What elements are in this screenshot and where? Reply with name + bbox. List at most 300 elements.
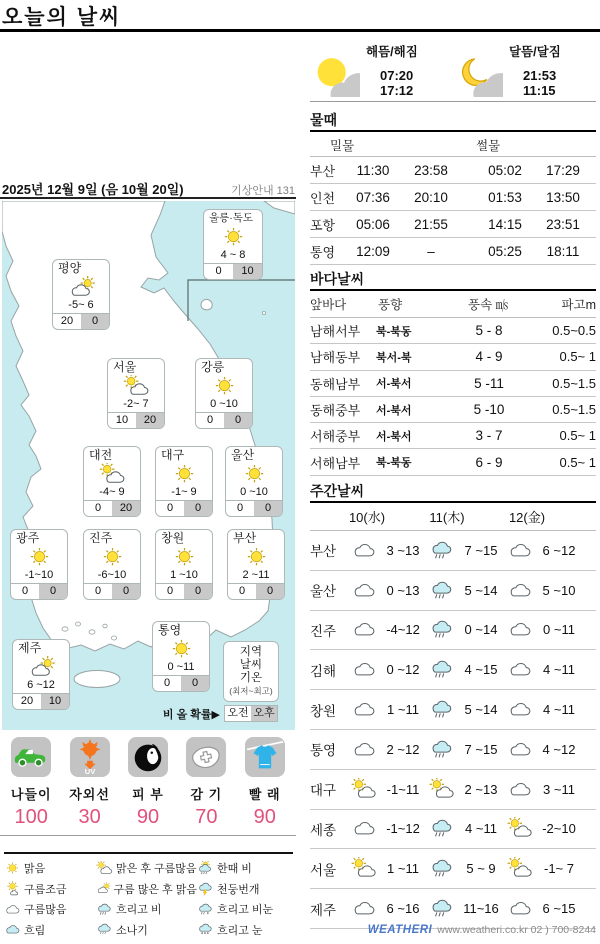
weekly-row	[310, 849, 596, 889]
weekly-city: 김해	[310, 663, 337, 679]
city-rain-prob	[53, 313, 109, 329]
sun-icon	[243, 546, 270, 569]
life-divider	[0, 835, 296, 836]
city-name: 제주	[18, 641, 42, 655]
moonrise-time: 21:53	[523, 67, 557, 83]
city-weather-icon	[226, 462, 282, 486]
wave-height: 0.5~ 1	[559, 428, 596, 444]
wave-height-header: 파고m	[561, 298, 596, 312]
tide-row	[310, 238, 596, 265]
cloud-icon	[351, 738, 377, 761]
weekly-day-icon	[350, 817, 378, 840]
city-rain-prob	[13, 693, 69, 709]
legend-item	[96, 899, 197, 920]
rain-prob-pm: 0	[256, 584, 284, 599]
weekly-day-temp: 6 ~16	[386, 901, 420, 917]
city-name: 광주	[16, 531, 40, 545]
weekly-day-icon	[506, 698, 534, 721]
sun-icon	[171, 546, 198, 569]
weekly-day-temp: 5 ~14	[464, 702, 498, 718]
title-divider	[0, 29, 600, 32]
weekly-day-temp: 2 ~13	[464, 781, 498, 797]
moonrise-moonset-label: 달뜸/달짐	[509, 45, 561, 59]
uv-tile	[70, 737, 110, 777]
legend-item	[96, 858, 197, 879]
sun-cloud-icon	[351, 857, 377, 880]
city-temp-range: 6 ~12	[27, 679, 55, 691]
wave-height: 0.5~0.5	[552, 323, 596, 339]
cloud-icon	[351, 817, 377, 840]
sea-weather-row	[310, 449, 596, 475]
city-name: 대전	[89, 448, 113, 462]
shirt-tile	[245, 737, 285, 777]
city-weather-icon	[13, 655, 69, 679]
weekly-day-temp: 4 ~15	[464, 662, 498, 678]
wind-speed: 4 - 9	[475, 349, 503, 365]
weekly-day-icon	[506, 658, 534, 681]
cloud-sun-icon	[68, 276, 95, 299]
map-city-box-gangneung	[195, 358, 253, 429]
city-name: 진주	[89, 531, 113, 545]
city-rain-prob	[108, 412, 164, 428]
svg-text:UV: UV	[84, 767, 95, 776]
legend-label: 천둥번개	[217, 883, 260, 896]
weekly-day-icon	[506, 738, 534, 761]
rain-prob-am: 0	[215, 265, 222, 277]
low-tide-1: 01:53	[488, 189, 522, 205]
sunrise-sunset	[310, 42, 453, 102]
sun-icon	[168, 638, 195, 661]
cloud-blue-icon	[4, 922, 21, 937]
map-key-box	[223, 641, 279, 702]
city-name: 통영	[158, 623, 182, 637]
high-tide-2: 21:55	[414, 216, 448, 232]
weekly-day-icon	[350, 658, 378, 681]
sea-area: 동해남부	[310, 376, 361, 392]
city-temp-range: -1~10	[24, 569, 54, 581]
weekly-day-icon	[428, 579, 456, 602]
weekly-day-temp: 0 ~14	[464, 622, 498, 638]
weatheri-logo: WEATHERI	[367, 924, 433, 936]
tide-title-rule	[310, 130, 596, 132]
city-weather-icon	[84, 545, 140, 569]
mask-tile	[186, 737, 226, 777]
life-index-label: 나들이	[10, 787, 52, 802]
weekly-city: 제주	[310, 902, 337, 918]
wave-height: 0.5~1.5	[552, 402, 596, 418]
car-icon	[12, 738, 50, 776]
legend-item	[197, 879, 296, 900]
cloud-icon	[507, 698, 533, 721]
high-tide-1: 12:09	[356, 243, 390, 259]
cloud-icon	[351, 539, 377, 562]
cloud-icon	[351, 658, 377, 681]
cloud-icon	[507, 539, 533, 562]
korea-map	[2, 201, 295, 730]
rain-prob-am: 0	[163, 677, 171, 689]
legend-label: 구름많음	[24, 904, 67, 917]
life-index-uv	[60, 737, 118, 829]
wind-direction: 북-북동	[376, 457, 412, 470]
rain-prob-pm: 0	[184, 501, 212, 516]
sun-cloud-icon	[429, 778, 455, 801]
sun-cloud-icon	[507, 857, 533, 880]
cloud-icon	[507, 897, 533, 920]
weekly-day-icon	[350, 698, 378, 721]
cloud-icon	[507, 579, 533, 602]
sunrise-sunset-label: 해뜸/해짐	[366, 45, 418, 59]
map-key-minmax: (최저~최고)	[229, 686, 273, 696]
legend-item	[4, 858, 96, 879]
car-tile	[11, 737, 51, 777]
sea-header	[310, 295, 596, 315]
life-index-row	[2, 737, 294, 829]
cloud-icon	[507, 778, 533, 801]
life-index-value: 100	[14, 806, 48, 828]
legend-label: 흐리고 비눈	[217, 904, 274, 917]
sun-cloud-icon	[507, 817, 533, 840]
weekly-row	[310, 531, 596, 571]
city-weather-icon	[53, 275, 109, 299]
rain-snow-icon	[197, 902, 214, 917]
date-row	[2, 179, 295, 198]
rain-prob-pm: 0	[112, 584, 140, 599]
wind-speed: 3 - 7	[475, 428, 503, 444]
sun-cloud-icon	[99, 463, 126, 486]
weekly-day-icon	[428, 778, 456, 801]
weekly-day-icon	[428, 618, 456, 641]
sun-icon	[220, 226, 247, 249]
city-weather-icon	[156, 462, 212, 486]
weekly-title-rule	[310, 501, 596, 503]
high-tide-1: 05:06	[356, 216, 390, 232]
city-rain-prob	[156, 583, 212, 599]
tide-row	[310, 211, 596, 238]
city-temp-range: 2 ~11	[242, 569, 270, 581]
sun-icon	[241, 463, 268, 486]
legend-label: 맑음	[24, 863, 46, 876]
legend-item	[96, 879, 197, 900]
tide-section-title: 물때	[310, 112, 338, 128]
shower-icon	[96, 922, 113, 937]
weekly-city: 통영	[310, 743, 337, 759]
wind-dir-header: 풍향	[378, 298, 403, 312]
tide-row	[310, 157, 596, 184]
high-tide-2: 20:10	[414, 189, 448, 205]
legend-label: 맑은 후 구름많음	[116, 863, 197, 876]
date-divider	[0, 197, 296, 199]
weekly-row	[310, 571, 596, 611]
weekly-row	[310, 611, 596, 651]
legend-item	[4, 920, 96, 941]
city-rain-prob	[84, 500, 140, 516]
sun-icon	[26, 546, 53, 569]
sea-table	[310, 318, 596, 476]
weekly-day-temp: -2~10	[542, 821, 576, 837]
city-rain-prob	[84, 583, 140, 599]
life-index-shirt	[236, 737, 294, 829]
weekly-day-icon	[350, 897, 378, 920]
legend-item	[96, 920, 197, 941]
weekly-day-icon	[428, 539, 456, 562]
weekly-city: 진주	[310, 623, 337, 639]
weekly-table	[310, 531, 596, 929]
city-rain-prob	[204, 263, 262, 279]
weekly-day-icon	[428, 698, 456, 721]
weekly-day-icon	[506, 857, 534, 880]
sun-icon	[4, 861, 21, 876]
city-temp-range: 0 ~10	[240, 486, 268, 498]
weekly-day-temp: 6 ~15	[542, 901, 576, 917]
weekly-day-icon	[428, 897, 456, 920]
map-city-box-jinju	[83, 529, 141, 600]
sea-weather-row	[310, 397, 596, 423]
cloud-icon	[4, 902, 21, 917]
city-weather-icon	[156, 545, 212, 569]
city-name: 울산	[231, 448, 255, 462]
weekly-day-temp: -1~ 7	[544, 861, 574, 877]
legend-item	[197, 858, 296, 879]
tide-header	[310, 136, 596, 154]
map-city-box-tongyeong	[152, 621, 210, 692]
astro-divider	[310, 101, 596, 102]
rain-icon	[429, 579, 455, 602]
map-city-box-ulsan	[225, 446, 283, 517]
sunrise-sunset-times	[366, 68, 453, 98]
sunrise-time: 07:20	[380, 67, 414, 83]
wind-speed-header: 풍속 ㎧	[468, 298, 509, 312]
weekly-row	[310, 889, 596, 929]
city-temp-range: 0 ~11	[167, 661, 195, 673]
weekly-day-temp: 4 ~11	[543, 702, 575, 718]
day-header-fri: 12(金)	[508, 510, 546, 525]
weekly-day-temp: 7 ~15	[464, 542, 498, 558]
weekly-day-temp: -1~11	[386, 781, 420, 797]
legend-label: 한때 비	[217, 863, 252, 876]
high-tide-1: 07:36	[356, 189, 390, 205]
sea-title-rule	[310, 289, 596, 291]
city-name: 울릉·독도	[209, 212, 254, 224]
tide-port: 인천	[310, 190, 336, 206]
rain-icon	[96, 902, 113, 917]
map-city-box-changwon	[155, 529, 213, 600]
weekly-day-temp: 4 ~11	[543, 662, 575, 678]
sun-cloud-icon	[96, 861, 113, 876]
rain-prob-pm: 0	[39, 584, 67, 599]
wind-direction: 서-북서	[376, 378, 412, 391]
weekly-day-icon	[350, 618, 378, 641]
moonrise-moonset-times	[509, 68, 596, 98]
legend-item	[197, 920, 296, 941]
thunder-icon	[197, 881, 214, 896]
weekly-day-icon	[506, 618, 534, 641]
cloud-icon	[351, 897, 377, 920]
rain-prob-am: 0	[238, 585, 246, 597]
rain-prob-pm: 0	[81, 314, 109, 329]
rain-icon	[429, 897, 455, 920]
city-rain-prob	[153, 675, 209, 691]
weekly-day-temp: 0 ~11	[543, 622, 575, 638]
rain-prob-pm: 0	[254, 501, 282, 516]
sunset-time: 17:12	[380, 82, 414, 98]
rain-prob-am: 20	[20, 695, 34, 707]
weather-icon-legend	[4, 858, 296, 940]
low-tide-header: 썰물	[476, 139, 501, 153]
weekly-city: 울산	[310, 584, 337, 600]
high-tide-header: 밀물	[330, 139, 355, 153]
weekly-day-temp: 3 ~11	[543, 781, 575, 797]
sea-weather-row	[310, 423, 596, 449]
sea-weather-row	[310, 318, 596, 344]
sea-weather-row	[310, 371, 596, 397]
moonset-time: 11:15	[523, 82, 556, 98]
sea-area-header: 앞바다	[310, 298, 347, 312]
sea-area: 서해남부	[310, 455, 361, 471]
life-index-value: 90	[253, 806, 276, 828]
wind-speed: 6 - 9	[475, 454, 503, 470]
uv-icon	[71, 738, 109, 776]
map-city-box-seoul	[107, 358, 165, 429]
map-city-box-gwangju	[10, 529, 68, 600]
city-rain-prob	[11, 583, 67, 599]
low-tide-2: 17:29	[546, 162, 580, 178]
city-name: 부산	[233, 531, 257, 545]
city-weather-icon	[228, 545, 284, 569]
wind-speed: 5 - 8	[475, 323, 503, 339]
high-tide-2: –	[427, 243, 435, 259]
weekly-day-icon	[350, 778, 378, 801]
life-index-value: 90	[136, 806, 160, 828]
weekly-day-temp: 5 ~14	[464, 582, 498, 598]
low-tide-1: 05:25	[488, 243, 522, 259]
weekly-day-temp: 4 ~12	[542, 741, 576, 757]
low-tide-2: 13:50	[546, 189, 580, 205]
city-name: 대구	[161, 448, 185, 462]
sun-cloud-icon	[310, 54, 366, 102]
rain-prob-am: 0	[236, 502, 244, 514]
life-index-label: 감 기	[190, 787, 223, 802]
tide-table	[310, 157, 596, 265]
skin-icon	[129, 738, 167, 776]
weekly-day-temp: 5 ~10	[542, 582, 576, 598]
rain-prob-pm-label: 오후	[251, 706, 277, 721]
sun-icon	[211, 375, 238, 398]
rain-icon	[429, 698, 455, 721]
skin-tile	[128, 737, 168, 777]
tide-port: 포항	[310, 217, 336, 233]
weekly-day-temp: 4 ~11	[465, 821, 497, 837]
shirt-icon	[246, 738, 284, 776]
legend-label: 구름조금	[24, 883, 67, 896]
mask-icon	[187, 738, 225, 776]
weekly-day-icon	[350, 738, 378, 761]
weekly-day-temp: 11~16	[463, 901, 499, 917]
legend-label: 흐리고 비	[116, 904, 162, 917]
weekly-day-temp: 0 ~12	[386, 662, 420, 678]
sun-rain-icon	[197, 861, 214, 876]
weekly-day-temp: -4~12	[386, 622, 420, 638]
wind-speed: 5 -10	[473, 402, 505, 418]
city-rain-prob	[226, 500, 282, 516]
sea-area: 서해중부	[310, 429, 361, 445]
cloud-icon	[351, 618, 377, 641]
weekly-row	[310, 650, 596, 690]
cloud-icon	[507, 618, 533, 641]
sun-small-cloud-icon	[4, 881, 21, 896]
date-text: 2025년 12월 9일 (음 10월 20일)	[2, 182, 184, 197]
wave-height: 0.5~ 1	[559, 454, 596, 470]
weekly-day-icon	[506, 897, 534, 920]
wind-direction: 서-북서	[376, 430, 412, 443]
weekly-day-icon	[428, 857, 456, 880]
weather-call-info: 기상안내 131	[231, 185, 295, 197]
rain-prob-pm: 10	[233, 264, 262, 279]
city-temp-range: -1~ 9	[171, 486, 197, 498]
weekly-day-icon	[350, 539, 378, 562]
weekly-day-temp: 3 ~13	[386, 542, 420, 558]
city-weather-icon	[84, 462, 140, 486]
legend-label: 흐림	[24, 924, 46, 937]
legend-label: 흐리고 눈	[217, 924, 263, 937]
city-rain-prob	[228, 583, 284, 599]
weekly-day-temp: 1 ~11	[387, 702, 419, 718]
sea-area: 동해중부	[310, 403, 361, 419]
footer-contact: www.weatheri.co.kr 02 ) 700-8244	[437, 924, 596, 936]
weekly-city: 세종	[310, 822, 337, 838]
city-weather-icon	[11, 545, 67, 569]
sun-icon	[99, 546, 126, 569]
city-temp-range: 0 ~10	[210, 398, 238, 410]
low-tide-1: 05:02	[488, 162, 522, 178]
legend-item	[4, 899, 96, 920]
weekly-row	[310, 690, 596, 730]
weekly-row	[310, 810, 596, 850]
day-header-thu: 11(木)	[429, 510, 465, 525]
astro-block	[310, 42, 596, 102]
weekly-day-icon	[428, 658, 456, 681]
wind-direction: 북서-북	[376, 351, 412, 364]
map-city-box-daegu	[155, 446, 213, 517]
rain-icon	[429, 618, 455, 641]
life-index-skin	[119, 737, 177, 829]
city-temp-range: -2~ 7	[123, 398, 149, 410]
legend-divider	[4, 852, 293, 854]
life-index-label: 빨 래	[248, 787, 281, 802]
map-city-box-jeju	[12, 639, 70, 710]
weekly-day-icon	[428, 738, 456, 761]
rain-prob-am: 10	[115, 414, 129, 426]
wind-direction: 북-북동	[376, 325, 412, 338]
wind-direction: 서-북서	[376, 404, 412, 417]
weekly-city: 대구	[310, 783, 337, 799]
moon-cloud-icon	[453, 54, 509, 102]
rain-icon	[429, 857, 455, 880]
rain-prob-am: 0	[21, 585, 29, 597]
weekly-day-icon	[506, 817, 534, 840]
legend-item	[4, 879, 96, 900]
wind-speed: 5 -11	[474, 375, 504, 391]
sun-cloud-icon	[123, 375, 150, 398]
high-tide-1: 11:30	[356, 162, 390, 178]
weekly-day-temp: 6 ~12	[542, 542, 576, 558]
sea-weather-row	[310, 344, 596, 370]
legend-item	[197, 899, 296, 920]
rain-icon	[429, 738, 455, 761]
weekly-day-icon	[350, 857, 378, 880]
city-temp-range: -4~ 9	[99, 486, 125, 498]
astro-moon-icon	[453, 54, 503, 97]
city-name: 서울	[113, 360, 137, 374]
